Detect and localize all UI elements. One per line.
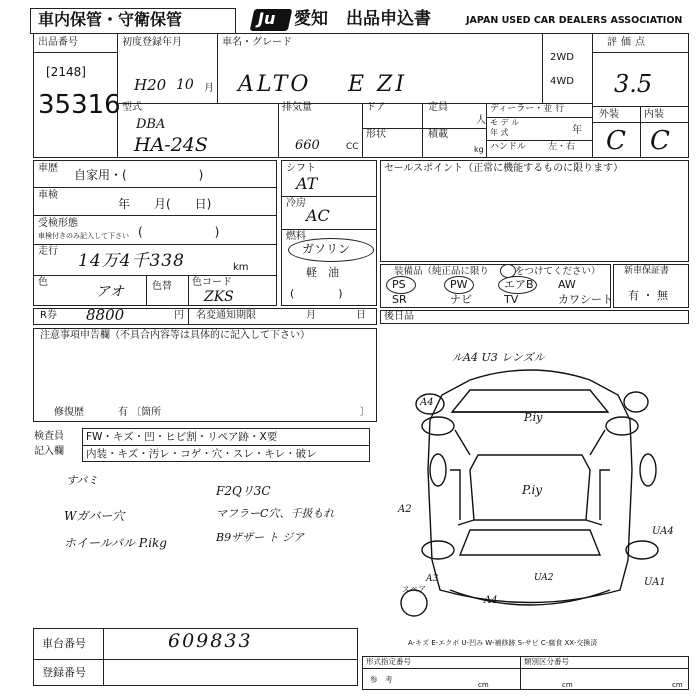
fuel-paren: ( ) — [290, 287, 343, 300]
cm-unit-1: cm — [478, 681, 489, 689]
equipment-item: カワシート — [558, 293, 613, 306]
lot-label: 出品番号 — [38, 37, 78, 48]
mark-a3: A3 — [426, 574, 439, 584]
year-unit: 年 — [572, 125, 582, 136]
chassis-label: 車台番号 — [42, 637, 86, 650]
name-value: ALTO — [238, 72, 312, 97]
equipment-item: エアB — [504, 278, 534, 291]
model-label: 型式 — [122, 102, 142, 113]
mileage-label: 走行 — [38, 246, 58, 257]
load-label: 積載 — [428, 129, 448, 140]
name-change-label: 名変通知期限 — [196, 310, 256, 321]
fuel-label: 燃料 — [286, 231, 306, 242]
ac-label: 冷房 — [286, 198, 306, 209]
equipment-item: PW — [450, 278, 468, 291]
dealer-label: ディーラー・並 行 — [490, 104, 565, 114]
spec-label: 形式指定番号 — [366, 657, 411, 666]
model-prefix: DBA — [136, 117, 166, 132]
repair-label: 修復歴 — [54, 407, 84, 418]
inspector-row-2: 内装・キズ・汚レ・コゲ・穴・スレ・キレ・破レ — [86, 448, 317, 460]
lot-sub-number: [2148] — [46, 65, 86, 79]
type-label: 類別区分番号 — [524, 657, 569, 666]
displacement-value: 660 — [295, 138, 320, 153]
mark-ua4: UA4 — [652, 526, 674, 537]
fuel-value: ガソリン — [302, 242, 351, 256]
memo-left-1: すバミ — [66, 474, 99, 487]
roof-mark: P.iy — [522, 483, 543, 497]
hood-mark: P.iy — [524, 411, 543, 424]
mark-ua1: UA1 — [644, 577, 666, 588]
org-name: 愛知 — [294, 9, 328, 29]
era-value: H20 — [134, 76, 167, 94]
ju-logo-text: Ju — [258, 9, 276, 28]
rear-label: 後日品 — [384, 311, 414, 322]
month-unit: 月 — [204, 83, 214, 94]
shift-label: シフト — [286, 163, 316, 174]
repair-value: 有 〔箇所 — [118, 407, 162, 418]
inspector-label-2: 記入欄 — [34, 446, 64, 457]
ac-value: AC — [306, 206, 330, 225]
recycle-value: 8800 — [86, 306, 125, 324]
first-reg-label: 初度登録年月 — [122, 37, 182, 48]
mark-a4-rear: A4 — [484, 595, 498, 606]
name-label: 車名・グレード — [222, 37, 292, 48]
memo-right-1: F2Qリ3C — [216, 484, 271, 498]
storage-label: 車内保管・守衛保管 — [38, 10, 183, 29]
reception-label: 受検形態 — [38, 218, 78, 229]
color-code-value: ZKS — [204, 289, 234, 305]
association-name: JAPAN USED CAR DEALERS ASSOCIATION — [466, 15, 683, 26]
model-year-label: モ デ ル — [490, 118, 520, 127]
fuel-alt: 軽 油 — [306, 266, 339, 279]
inspector-label-1: 検査員 — [34, 431, 64, 442]
mark-ua2: UA2 — [534, 573, 554, 583]
recycle-unit: 円 — [174, 310, 184, 321]
grade-value: E ZI — [348, 72, 408, 97]
evaluation-score: 3.5 — [614, 70, 653, 98]
equipment-item: TV — [504, 293, 519, 306]
drive-2wd: 2WD — [550, 52, 574, 63]
door-label: ドア — [366, 102, 386, 113]
month-value: 10 — [176, 77, 194, 93]
memo-left-3: ホイールバル P.ikg — [64, 536, 167, 550]
displacement-unit: CC — [346, 142, 359, 152]
cm-unit-2: cm — [562, 681, 573, 689]
history-label: 車歴 — [38, 163, 58, 174]
equipment-label-2: をつけてください） — [515, 266, 601, 277]
color-value: アオ — [96, 284, 124, 300]
handle-label: ハンドル — [490, 142, 527, 152]
notes-label: 注意事項申告欄（不具合内容等は具体的に記入して下さい） — [40, 330, 310, 341]
color-code-label: 色コード — [192, 277, 232, 288]
recycle-label: R券 — [40, 310, 57, 321]
recycle-month: 月 — [306, 310, 316, 321]
exterior-label: 外装 — [599, 109, 619, 120]
mark-a4-front: A4 — [420, 397, 434, 408]
form-title: 出品申込書 — [346, 9, 431, 29]
drive-4wd: 4WD — [550, 76, 574, 87]
recycle-day: 日 — [356, 310, 366, 321]
memo-right-2: マフラーC穴、千扱もれ — [216, 507, 335, 520]
year-label: 年 式 — [490, 128, 509, 137]
inspection-label: 車検 — [38, 190, 58, 201]
color-label: 色 — [38, 277, 48, 288]
history-value: 自家用・( ) — [74, 168, 204, 182]
exterior-grade: C — [606, 126, 626, 156]
capacity-unit: 人 — [476, 115, 486, 126]
reg-label: 登録番号 — [42, 666, 86, 679]
inspection-value: 年 月( 日) — [118, 197, 212, 211]
inspector-row-1: FW・キズ・凹・ヒビ割・リペア跡・X要 — [86, 431, 278, 443]
memo-right-3: B9ザザー ト ジア — [216, 531, 305, 544]
shift-value: AT — [296, 174, 318, 193]
diagram-top-note: ルA4 U3 レンズル — [452, 351, 545, 364]
handle-options: 左・右 — [548, 142, 576, 152]
evaluation-label: 評価点 — [607, 37, 649, 48]
capacity-label: 定員 — [428, 102, 448, 113]
warranty-label: 新車保証書 — [624, 266, 670, 276]
load-unit: kg — [474, 145, 484, 154]
displacement-label: 排気量 — [282, 102, 312, 113]
reception-value: ( ) — [138, 225, 220, 239]
interior-grade: C — [650, 126, 670, 156]
chassis-value: 609833 — [168, 630, 253, 652]
sales-label: セールスポイント（正常に機能するものに限ります） — [384, 163, 624, 174]
equipment-item: AW — [558, 278, 576, 291]
memo-left-2: Wガバー穴 — [64, 509, 125, 523]
reception-note: 車検付きのみ記入して下さい — [38, 232, 129, 240]
equipment-item: PS — [392, 278, 406, 291]
cm-unit-3: cm — [672, 681, 683, 689]
model-value: HA-24S — [134, 134, 208, 156]
equipment-item: SR — [392, 293, 407, 306]
ref-label: 参 考 — [370, 675, 393, 684]
color-change-label: 色替 — [152, 281, 172, 292]
mark-a2: A2 — [398, 504, 412, 515]
equipment-label: 装備品（純正品に限り — [394, 266, 490, 277]
damage-legend: A-キズ E-エクボ U-凹み W-補修跡 S-サビ C-腐食 XX-交換済 — [408, 639, 598, 647]
repair-close: 〕 — [360, 407, 370, 418]
shape-label: 形状 — [366, 129, 386, 140]
mileage-unit: km — [233, 262, 249, 273]
mileage-value: 14万4千338 — [78, 251, 185, 271]
lot-number: 35316 — [38, 90, 121, 120]
equipment-item: ナビ — [450, 293, 472, 306]
interior-label: 内装 — [644, 109, 664, 120]
spare-label: スペア — [402, 585, 426, 594]
warranty-options: 有 ・ 無 — [628, 289, 668, 302]
